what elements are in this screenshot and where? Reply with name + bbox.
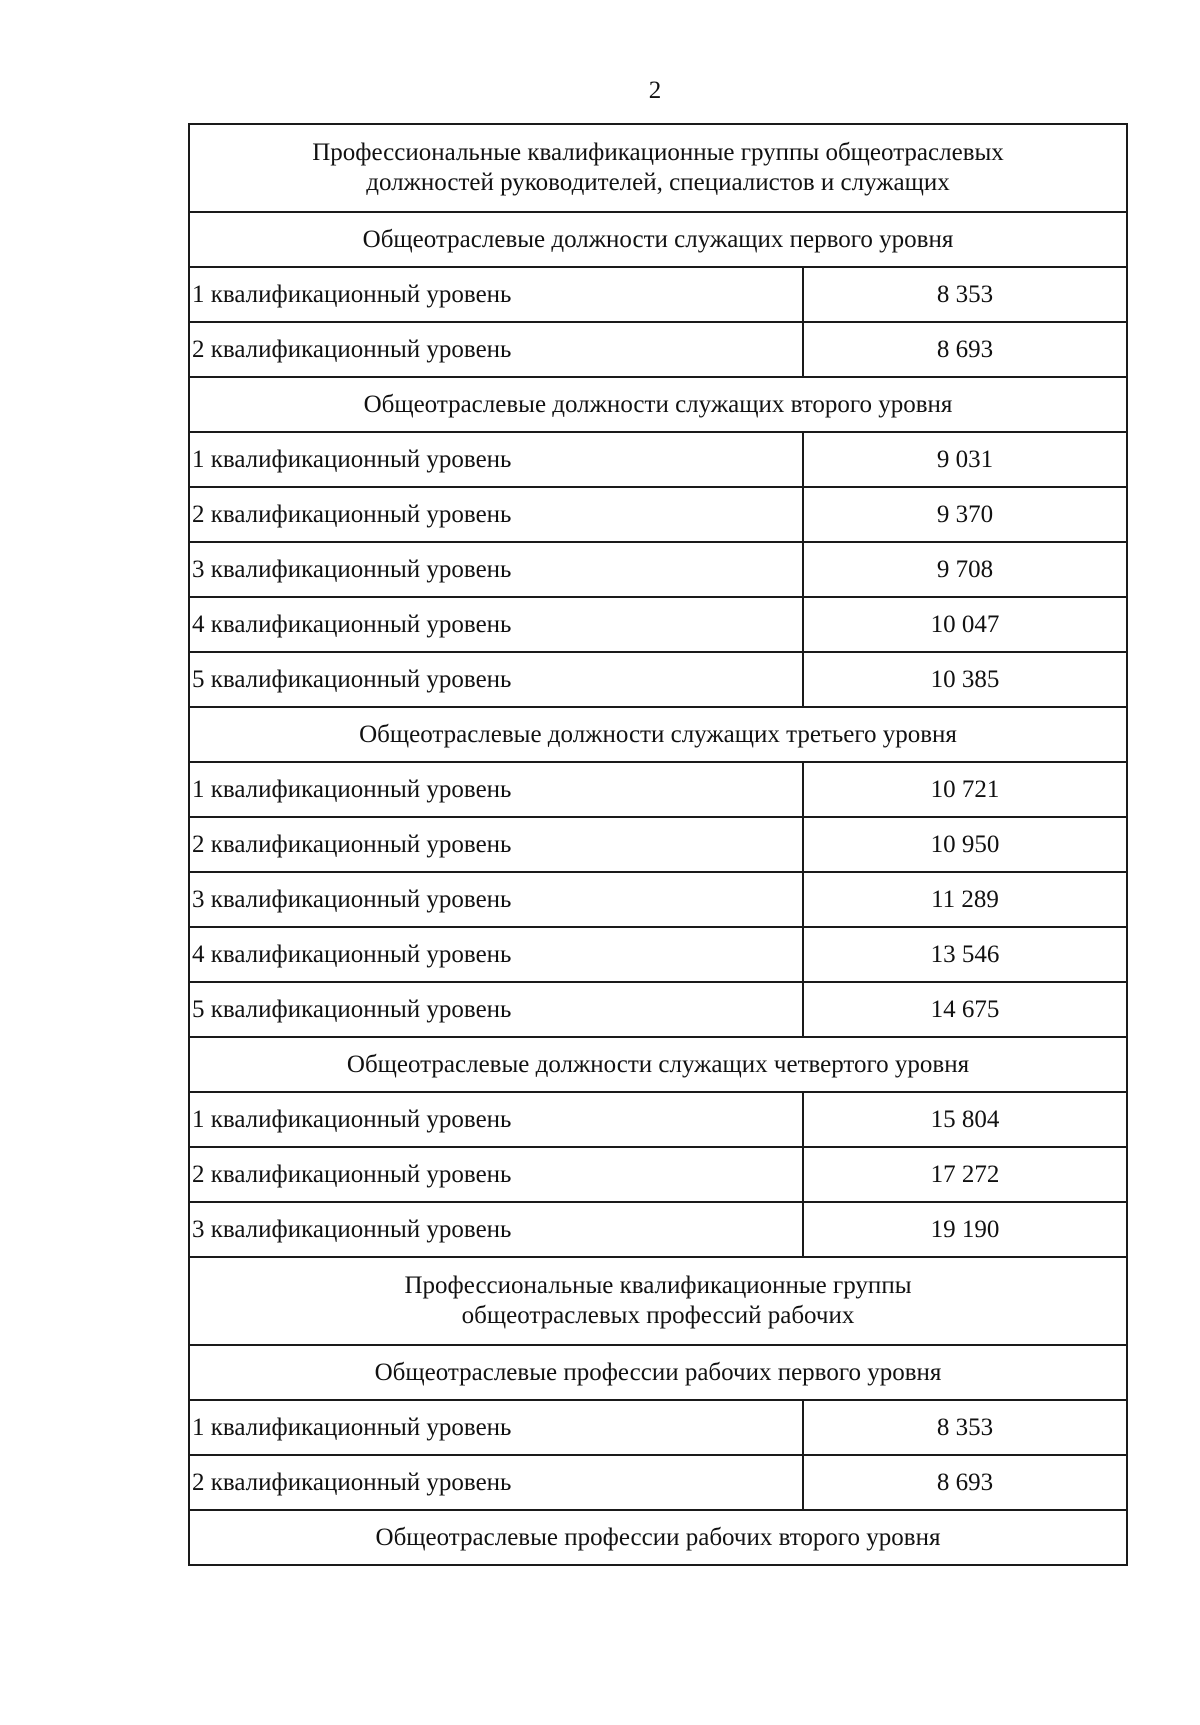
salary-value: 9 708 [803,542,1127,597]
section-title: Общеотраслевые должности служащих первого уровня [189,212,1127,267]
qualification-level-label: 5 квалификационный уровень [189,982,803,1037]
salary-value: 14 675 [803,982,1127,1037]
qualification-level-label: 1 квалификационный уровень [189,1400,803,1455]
salary-value: 17 272 [803,1147,1127,1202]
table-row [189,652,1127,707]
table-row [189,1455,1127,1510]
salary-value: 8 693 [803,322,1127,377]
section-header-row [189,377,1127,432]
qualification-level-label: 1 квалификационный уровень [189,267,803,322]
qualification-level-label: 2 квалификационный уровень [189,487,803,542]
salary-value: 8 693 [803,1455,1127,1510]
group-title-line: Профессиональные квалификационные группы общеотраслевых [312,139,1004,166]
group-header-row [189,1257,1127,1345]
table-row [189,597,1127,652]
salary-value: 15 804 [803,1092,1127,1147]
table-row [189,817,1127,872]
group-title [189,1257,1127,1345]
salary-table-body [189,124,1127,1565]
table-row [189,1202,1127,1257]
qualification-level-label: 1 квалификационный уровень [189,1092,803,1147]
salary-value: 10 047 [803,597,1127,652]
qualification-level-label: 1 квалификационный уровень [189,432,803,487]
qualification-level-label: 3 квалификационный уровень [189,542,803,597]
table-row [189,432,1127,487]
salary-value: 10 385 [803,652,1127,707]
table-row [189,487,1127,542]
table-row [189,1092,1127,1147]
group-title [189,124,1127,212]
qualification-level-label: 3 квалификационный уровень [189,872,803,927]
salary-value: 19 190 [803,1202,1127,1257]
table-row [189,982,1127,1037]
section-title: Общеотраслевые профессии рабочих первого уровня [189,1345,1127,1400]
salary-value: 9 370 [803,487,1127,542]
salary-value: 13 546 [803,927,1127,982]
qualification-level-label: 1 квалификационный уровень [189,762,803,817]
section-title: Общеотраслевые должности служащих четвертого уровня [189,1037,1127,1092]
salary-table [188,123,1128,1566]
salary-value: 9 031 [803,432,1127,487]
salary-value: 10 721 [803,762,1127,817]
table-row [189,927,1127,982]
group-header-row [189,124,1127,212]
table-row [189,542,1127,597]
table-row [189,267,1127,322]
section-title: Общеотраслевые должности служащих третьего уровня [189,707,1127,762]
table-row [189,872,1127,927]
section-title: Общеотраслевые должности служащих второго уровня [189,377,1127,432]
salary-value: 11 289 [803,872,1127,927]
group-title-line: общеотраслевых профессий рабочих [461,1302,855,1329]
group-title-line: Профессиональные квалификационные группы [404,1272,912,1299]
table-row [189,322,1127,377]
page-number: 2 [648,77,662,104]
salary-value: 8 353 [803,1400,1127,1455]
qualification-level-label: 4 квалификационный уровень [189,597,803,652]
section-title: Общеотраслевые профессии рабочих второго уровня [189,1510,1127,1565]
qualification-level-label: 2 квалификационный уровень [189,1455,803,1510]
section-header-row [189,212,1127,267]
qualification-level-label: 4 квалификационный уровень [189,927,803,982]
qualification-level-label: 3 квалификационный уровень [189,1202,803,1257]
salary-value: 10 950 [803,817,1127,872]
section-header-row [189,707,1127,762]
table-row [189,762,1127,817]
section-header-row [189,1345,1127,1400]
qualification-level-label: 2 квалификационный уровень [189,817,803,872]
section-header-row [189,1510,1127,1565]
section-header-row [189,1037,1127,1092]
salary-value: 8 353 [803,267,1127,322]
qualification-level-label: 2 квалификационный уровень [189,1147,803,1202]
qualification-level-label: 2 квалификационный уровень [189,322,803,377]
table-row [189,1400,1127,1455]
table-row [189,1147,1127,1202]
group-title-line: должностей руководителей, специалистов и служащих [366,169,950,196]
qualification-level-label: 5 квалификационный уровень [189,652,803,707]
